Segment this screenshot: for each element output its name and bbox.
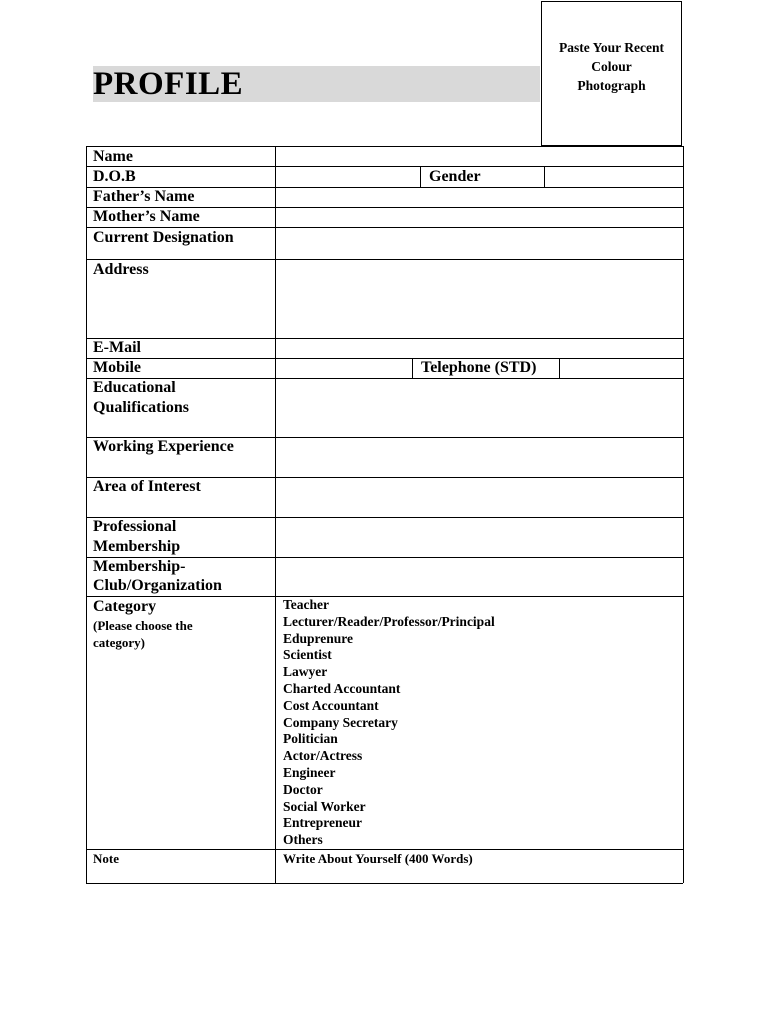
category-option[interactable]: Engineer bbox=[283, 764, 336, 780]
membership-label-line-1: Membership- bbox=[93, 558, 186, 575]
dob-field[interactable] bbox=[276, 167, 419, 187]
photo-label-line-1: Paste Your Recent bbox=[559, 40, 664, 55]
photo-label-line-2: Colour bbox=[591, 59, 632, 74]
category-hint-line-2: category) bbox=[93, 635, 145, 650]
name-label: Name bbox=[93, 148, 133, 165]
category-option[interactable]: Actor/Actress bbox=[283, 748, 363, 764]
professional-label-line-2: Membership bbox=[93, 538, 181, 555]
category-option[interactable]: Charted Accountant bbox=[283, 680, 401, 696]
membership-club-field[interactable] bbox=[276, 558, 682, 596]
address-label: Address bbox=[93, 261, 149, 278]
area-of-interest-label: Area of Interest bbox=[93, 478, 201, 495]
category-option[interactable]: Cost Accountant bbox=[283, 697, 379, 713]
current-designation-field[interactable] bbox=[276, 228, 682, 259]
category-hint-line-1: (Please choose the bbox=[93, 618, 193, 633]
name-field[interactable] bbox=[276, 147, 682, 166]
working-experience-label: Working Experience bbox=[93, 438, 234, 455]
telephone-label: Telephone (STD) bbox=[421, 359, 537, 376]
current-designation-label: Current Designation bbox=[93, 229, 234, 246]
dob-label: D.O.B bbox=[93, 168, 136, 185]
email-field[interactable] bbox=[276, 339, 682, 358]
page-title: PROFILE bbox=[93, 66, 244, 102]
address-field[interactable] bbox=[276, 260, 682, 338]
category-label: Category bbox=[93, 598, 157, 615]
mobile-label: Mobile bbox=[93, 359, 141, 376]
note-prompt: Write About Yourself (400 Words) bbox=[283, 851, 473, 866]
educational-label-line-2: Qualifications bbox=[93, 399, 190, 416]
column-border bbox=[412, 358, 413, 378]
mobile-field[interactable] bbox=[276, 359, 411, 378]
photo-label-line-3: Photograph bbox=[577, 78, 646, 93]
telephone-field[interactable] bbox=[560, 359, 682, 378]
educational-qualifications-field[interactable] bbox=[276, 379, 682, 437]
category-option[interactable]: Social Worker bbox=[283, 798, 366, 814]
category-option[interactable]: Eduprenure bbox=[283, 630, 354, 646]
note-label: Note bbox=[93, 851, 119, 866]
column-border bbox=[420, 166, 421, 187]
photo-placeholder[interactable] bbox=[541, 1, 682, 146]
category-option[interactable]: Entrepreneur bbox=[283, 815, 362, 831]
category-option[interactable]: Lecturer/Reader/Professor/Principal bbox=[283, 613, 495, 629]
category-option[interactable]: Lawyer bbox=[283, 664, 328, 680]
professional-membership-field[interactable] bbox=[276, 518, 682, 557]
professional-label-line-1: Professional bbox=[93, 518, 177, 535]
membership-label-line-2: Club/Organization bbox=[93, 577, 222, 594]
category-options-list bbox=[283, 597, 495, 849]
column-border bbox=[683, 146, 684, 883]
fathers-name-field[interactable] bbox=[276, 188, 682, 207]
note-field[interactable] bbox=[276, 866, 682, 882]
category-option[interactable]: Scientist bbox=[283, 647, 332, 663]
row-border bbox=[86, 883, 683, 884]
mothers-name-label: Mother’s Name bbox=[93, 208, 200, 225]
gender-field[interactable] bbox=[545, 167, 682, 187]
working-experience-field[interactable] bbox=[276, 438, 682, 477]
email-label: E-Mail bbox=[93, 339, 141, 356]
area-of-interest-field[interactable] bbox=[276, 478, 682, 517]
column-border bbox=[86, 146, 87, 883]
mothers-name-field[interactable] bbox=[276, 208, 682, 227]
category-option[interactable]: Politician bbox=[283, 731, 338, 747]
category-option[interactable]: Others bbox=[283, 832, 323, 848]
category-option[interactable]: Company Secretary bbox=[283, 714, 398, 730]
fathers-name-label: Father’s Name bbox=[93, 188, 195, 205]
gender-label: Gender bbox=[429, 168, 481, 185]
category-option[interactable]: Doctor bbox=[283, 781, 323, 797]
educational-label-line-1: Educational bbox=[93, 379, 176, 396]
category-option[interactable]: Teacher bbox=[283, 597, 329, 612]
